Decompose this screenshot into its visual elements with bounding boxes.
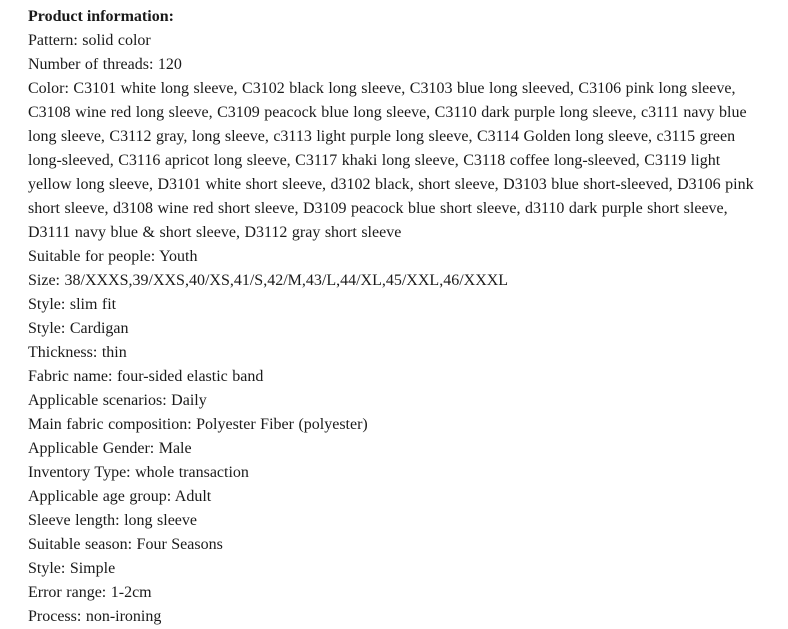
- product-field-line: Style: slim fit: [28, 296, 117, 313]
- product-field-line: Inventory Type: whole transaction: [28, 464, 249, 481]
- product-field-line: Sleeve length: long sleeve: [28, 512, 198, 529]
- product-fields-list: [28, 29, 761, 629]
- product-field-line: Main fabric composition: Polyester Fiber (polyester): [28, 416, 368, 433]
- product-field-line: Fabric name: four-sided elastic band: [28, 368, 264, 385]
- product-field-line: Thickness: thin: [28, 344, 127, 361]
- product-field-line: Error range: 1-2cm: [28, 584, 152, 601]
- product-field-line: Suitable for people: Youth: [28, 248, 198, 265]
- product-field-line: Size: 38/XXXS,39/XXS,40/XS,41/S,42/M,43/L,44/XL,45/XXL,46/XXXL: [28, 272, 509, 289]
- product-field-line: Applicable Gender: Male: [28, 440, 192, 457]
- product-field-line: Applicable age group: Adult: [28, 488, 212, 505]
- product-field-line: Color: C3101 white long sleeve, C3102 black long sleeve, C3103 blue long sleeved, C3106 pink long sleeve, C3108 wine red long sleeve, C3109 peacock blue long sleeve, C3110 dark purple long sleeve, c3111 navy blue long sleeve, C3112 gray, long sleeve, c3113 light purple long sleeve, C3114 Golden long sleeve, c3115 green long-sleeved, C3116 apricot long sleeve, C3117 khaki long sleeve, C3118 coffee long-sleeved, C3119 light yellow long sleeve, D3101 white short sleeve, d3102 black, short sleeve, D3103 blue short-sleeved, D3106 pink short sleeve, d3108 wine red short sleeve, D3109 peacock blue short sleeve, d3110 dark purple short sleeve, D3111 navy blue & short sleeve, D3112 gray short sleeve: [28, 80, 754, 241]
- page-title: Product information:: [28, 8, 174, 25]
- product-field-line: Style: Cardigan: [28, 320, 129, 337]
- product-field-line: Style: Simple: [28, 560, 116, 577]
- product-field-line: Number of threads: 120: [28, 56, 182, 73]
- product-field-line: Process: non-ironing: [28, 608, 162, 625]
- product-field-line: Applicable scenarios: Daily: [28, 392, 207, 409]
- product-field-line: Suitable season: Four Seasons: [28, 536, 223, 553]
- product-field-line: Pattern: solid color: [28, 32, 151, 49]
